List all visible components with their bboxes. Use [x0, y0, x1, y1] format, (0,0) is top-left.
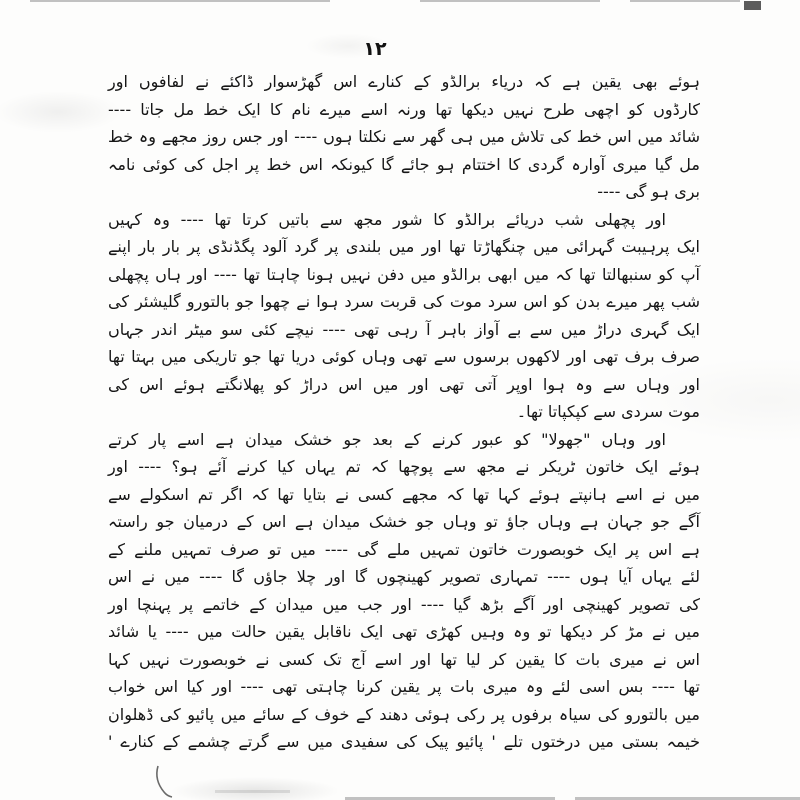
text-line: شائد میں اس خط کی تلاش میں ہی گھر سے نکلتا ہوں ---- اور جس روز مجھے وہ خط: [108, 127, 700, 146]
text-line: میں بالتورو کی سیاہ برفوں پر رکی ہوئی دھند کے خوف کے سائے میں پائیو کی ڈھلوان: [108, 704, 700, 724]
text-line: صرف برف تھی اور لاکھوں برسوں سے تھی وہاں کوئی دریا تھا جو تاریکی میں بہتا تھا: [108, 347, 700, 366]
text-line: خیمہ بستی میں درختوں تلے ' پائیو پیک کی سفیدی میں سے گرتے چشمے کے کنارے ': [108, 732, 700, 751]
text-block: [108, 68, 700, 756]
scan-artifact-top-edge: [420, 0, 600, 2]
text-line: اور وہاں سے وہ ہوا اوپر آتی تھی اور میں اس دراڑ کو پھلانگتے ہوئے اس کی: [108, 374, 700, 394]
page-number: ۱۲: [363, 38, 387, 60]
text-line: ہوئے ایک خاتون ٹریکر نے مجھ سے پوچھا کہ تم یہاں کیا کرنے آئے ہو؟ ---- اور: [108, 457, 700, 476]
paragraph: [108, 68, 700, 206]
scan-artifact-top-edge: [630, 0, 740, 2]
text-line: تھا ---- بس اسی لئے وہ میری بات پر یقین کرنا چاہتی تھی ---- اور کیا اس خواب: [108, 677, 700, 696]
paragraph: [108, 426, 700, 756]
scan-artifact-corner-smudge: [744, 1, 761, 10]
scan-artifact-page-curl: [148, 765, 178, 799]
text-line: موت سردی سے کپکپاتا تھا۔: [516, 402, 700, 421]
text-line: اور پچھلی شب دریائے برالڈو کا شور مجھ سے باتیں کرتا تھا ---- وہ کہیں: [108, 209, 666, 229]
text-line: کارڈوں کو اچھی طرح نہیں دیکھا تھا ورنہ اسے میرے نام کا ایک خط مل جاتا ----: [108, 99, 700, 119]
text-line: ایک پرہیبت گہرائی میں چنگھاڑتا تھا اور میں بلندی پر گرد آلود پگڈنڈی پر بار بار اپنے: [108, 237, 700, 256]
text-line: ہوئے بھی یقین ہے کہ دریاء برالڈو کے کنارے اس گھڑسوار ڈاکئے نے لفافوں اور: [108, 72, 700, 91]
text-line: اس نے میری بات کا یقین کر لیا تھا اور اسے آج تک کسی نے خوبصورت نہیں کہا: [108, 649, 700, 669]
text-line: بری ہو گی ----: [597, 182, 700, 201]
text-line: میں نے اسے ہانپتے ہوئے کہا تھا کہ مجھے کسی نے بتایا تھا کہ اگر تم اسکولے سے: [108, 484, 700, 504]
text-line: کی تصویر کھینچی اور آگے بڑھ گیا ---- اور جب میں میدان کے خاتمے پر پہنچا اور: [108, 594, 700, 614]
text-line: ایک گہری دراڑ میں سے بے آواز باہر آ رہی تھی ---- نیچے کئی سو میٹر اندر جہاں: [108, 319, 700, 339]
text-line: آگے جو جہان ہے وہاں جاؤ تو وہاں جو خشک میدان ہے اس کے درمیان جو راستہ: [108, 512, 700, 531]
text-line: مل گیا میری آوارہ گردی کا اختتام ہو جائے گا کیونکہ اس خط پر اجل کی کوئی نامہ: [108, 154, 700, 174]
text-line: لئے یہاں آیا ہوں ---- تمہاری تصویر کھینچوں گا اور چلا جاؤں گا ---- میں نے اس: [108, 567, 700, 586]
text-line: آپ کو سنبھالتا تھا کہ میں ابھی برالڈو میں دفن نہیں ہونا چاہتا تھا ---- اور ہاں پچھلی: [108, 264, 700, 284]
text-line: شب پھر میرے بدن کو اس سرد موت کی قربت سرد ہوا نے چھوا جو بالتورو گلیشئر کی: [108, 292, 700, 311]
text-line: ہے اس پر ایک خوبصورت خاتون تمہیں ملے گی ---- میں تو صرف تمہیں ملنے کے: [108, 539, 700, 559]
text-line: اور وہاں "جھولا" کو عبور کرنے کے بعد جو خشک میدان ہے اسے پار کرتے: [108, 429, 666, 449]
scan-artifact-top-edge: [30, 0, 330, 2]
scan-artifact-bottom-smudge: [215, 790, 290, 793]
text-line: میں نے مڑ کر دیکھا تو وہ وہیں کھڑی تھی ایک ناقابل یقین حالت میں ---- یا شائد: [108, 622, 700, 641]
paragraph: [108, 206, 700, 426]
